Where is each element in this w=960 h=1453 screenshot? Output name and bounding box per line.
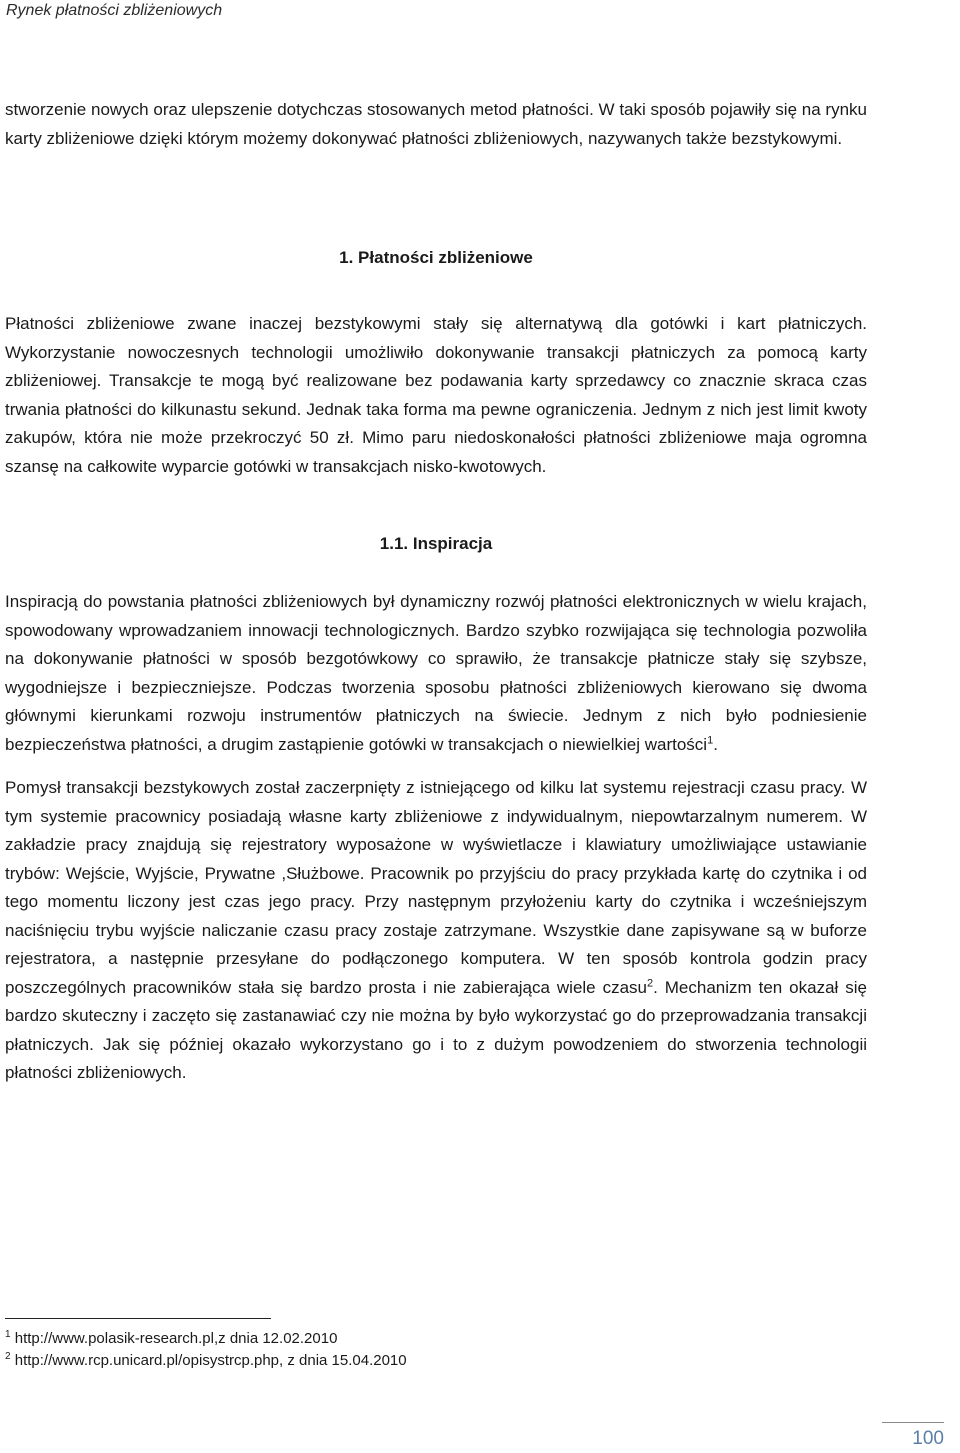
- paragraph-inspiration-b-text: Pomysł transakcji bezstykowych został zaczerpnięty z istniejącego od kilku lat systemu rejestracji czasu pracy. W tym systemie pracownicy posiadają własne karty zbliżeniowe z indywidualnym, niepowtarzalnym numerem. W zakładzie pracy znajdują się rejestratory wyposażone w wyświetlacze i klawiatury umożliwiające ustawianie trybów: Wejście, Wyjście, Prywatne ,Służbowe. Pracownik po przyjściu do pracy przykłada kartę do czytnika i od tego momentu liczony jest czas jego pracy. Przy następnym przyłożeniu karty do czytnika i wcześniejszym naciśnięciu trybu wyjście naliczanie czasu pracy zostaje zatrzymane. Wszystkie dane zapisywane są w buforze rejestratora, a następnie przesyłane do podłączonego komputera. W ten sposób kontrola godzin pracy poszczególnych pracowników stała się bardzo prosta i nie zabierająca wiele czasu: [5, 778, 867, 997]
- footnote-mark: 1: [5, 1329, 11, 1340]
- spacer: [5, 153, 867, 244]
- page-body: [5, 96, 867, 1088]
- footnotes: [5, 1328, 407, 1372]
- paragraph-inspiration-b-rest: . Mechanizm ten okazał się bardzo skuteczny i zaczęto się zastanawiać czy nie można by było wykorzystać go do przeprowadzania transakcji płatniczych. Jak się później okazało wykorzystano go i to z dużym powodzeniem do stworzenia technologii płatności zbliżeniowych.: [5, 977, 867, 1082]
- page-number: 100: [882, 1422, 944, 1451]
- paragraph-section-1: Płatności zbliżeniowe zwane inaczej bezstykowymi stały się alternatywą dla gotówki i kart płatniczych. Wykorzystanie nowoczesnych technologii umożliwiło dokonywanie transakcji płatniczych za pomocą karty zbliżeniowej. Transakcje te mogą być realizowane bez podawania karty sprzedawcy co znacznie skraca czas trwania płatności do kilkunastu sekund. Jednak taka forma ma pewne ograniczenia. Jednym z nich jest limit kwoty zakupów, która nie może przekroczyć 50 zł. Mimo paru niedoskonałości płatności zbliżeniowe maja ogromna szansę na całkowite wyparcie gotówki w transakcjach nisko-kwotowych.: [5, 314, 867, 476]
- footnote-text: http://www.polasik-research.pl,z dnia 12.02.2010: [10, 1330, 338, 1347]
- heading-section-1: 1. Płatności zbliżeniowe: [339, 248, 533, 267]
- footnote-separator: [5, 1318, 271, 1319]
- heading-section-1-1: 1.1. Inspiracja: [379, 534, 493, 553]
- paragraph-inspiration-a: [5, 588, 867, 759]
- paragraph-inspiration-b: [5, 774, 867, 1088]
- footnote-2: [5, 1350, 407, 1372]
- running-header: Rynek płatności zbliżeniowych: [6, 2, 223, 19]
- footnote-mark: 2: [5, 1351, 11, 1362]
- paragraph-inspiration-a-text: Inspiracją do powstania płatności zbliżeniowych był dynamiczny rozwój płatności elektronicznych w wielu krajach, spowodowany wprowadzaniem innowacji technologicznych. Bardzo szybko rozwijająca się technologia pozwoliła na dokonywanie płatności w sposób bezgotówkowy co sprawiło, że transakcje płatnicze stały się szybsze, wygodniejsze i bezpieczniejsze. Podczas tworzenia sposobu płatności zbliżeniowych kierowano się dwoma głównymi kierunkami rozwoju instrumentów płatniczych na świecie. Jednym z nich było podniesienie bezpieczeństwa płatności, a drugim zastąpienie gotówki w transakcjach o niewielkiej wartości: [5, 592, 867, 754]
- footnote-ref-1: 1: [707, 733, 714, 746]
- spacer: [5, 558, 867, 588]
- paragraph-inspiration-a-end: .: [713, 734, 718, 754]
- spacer: [5, 272, 867, 310]
- footnote-text: http://www.rcp.unicard.pl/opisystrcp.php, z dnia 15.04.2010: [10, 1352, 407, 1369]
- footnote-1: [5, 1328, 407, 1350]
- spacer: [5, 759, 867, 774]
- footnote-ref-2: 2: [646, 976, 654, 989]
- spacer: [5, 481, 867, 530]
- paragraph-intro: stworzenie nowych oraz ulepszenie dotychczas stosowanych metod płatności. W taki sposób pojawiły się na rynku karty zbliżeniowe dzięki którym możemy dokonywać płatności zbliżeniowych, nazywanych także bezstykowymi.: [5, 100, 867, 148]
